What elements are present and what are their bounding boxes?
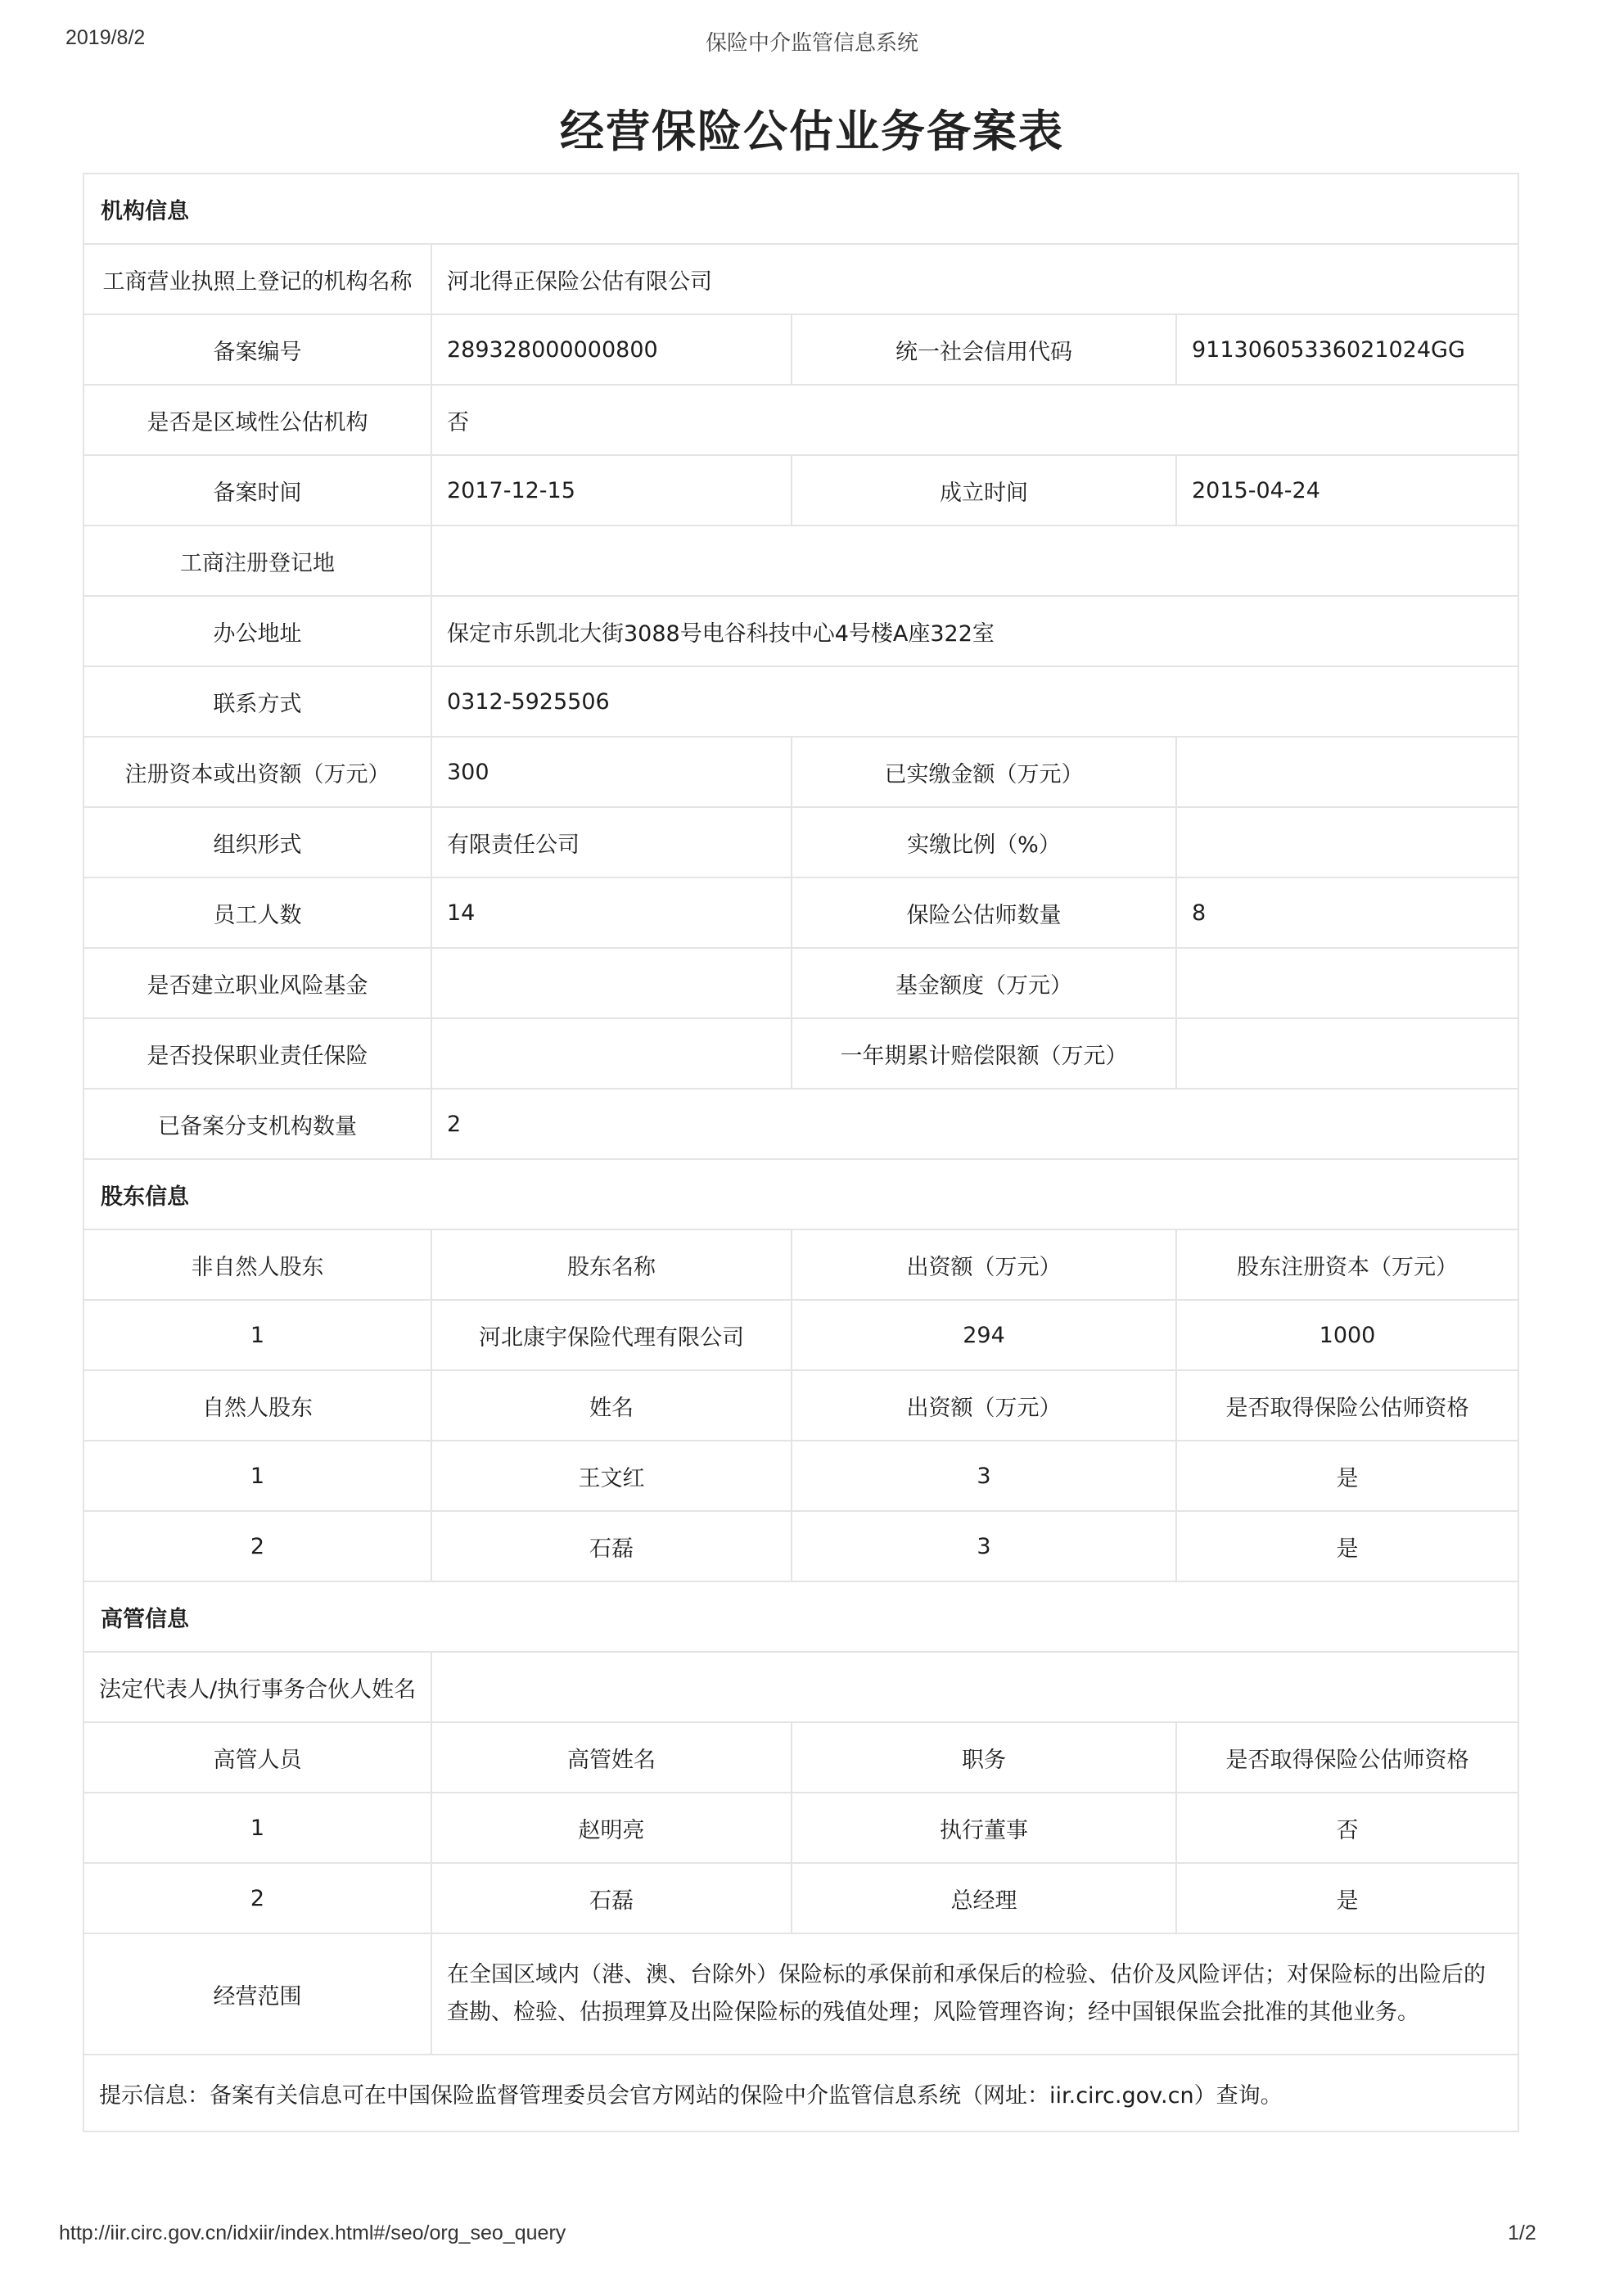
paid-value bbox=[1176, 737, 1518, 807]
table-header-row bbox=[83, 1722, 1518, 1793]
table-row bbox=[83, 1300, 1518, 1370]
table-cell: 石磊 bbox=[431, 1511, 792, 1581]
column-header: 是否取得保险公估师资格 bbox=[1176, 1722, 1518, 1793]
office-label: 办公地址 bbox=[83, 596, 431, 666]
column-header: 姓名 bbox=[431, 1370, 792, 1441]
filing-no-value: 289328000000800 bbox=[431, 314, 792, 385]
table-row bbox=[83, 1089, 1518, 1159]
form-value: 有限责任公司 bbox=[431, 807, 792, 877]
table-header-row bbox=[83, 1229, 1518, 1300]
table-row bbox=[83, 244, 1518, 314]
page-title: 经营保险公估业务备案表 bbox=[560, 106, 1064, 157]
table-row bbox=[83, 1652, 1518, 1722]
reg-place-label: 工商注册登记地 bbox=[83, 526, 431, 596]
credit-code-value: 91130605336021024GG bbox=[1176, 314, 1518, 385]
contact-value: 0312-5925506 bbox=[431, 666, 1518, 737]
reg-place-value bbox=[431, 526, 1518, 596]
table-row bbox=[83, 2055, 1518, 2131]
paid-ratio-label: 实缴比例（%） bbox=[792, 807, 1176, 877]
table-row bbox=[83, 1933, 1518, 2055]
section-row bbox=[83, 1581, 1518, 1652]
table-row bbox=[83, 1018, 1518, 1089]
column-header: 股东名称 bbox=[431, 1229, 792, 1300]
table-cell: 2 bbox=[83, 1511, 431, 1581]
filing-no-label: 备案编号 bbox=[83, 314, 431, 385]
scope-value: 在全国区域内（港、澳、台除外）保险标的承保前和承保后的检验、估价及风险评估；对保险标的出险后的查勘、检验、估损理算及出险保险标的残值处理；风险管理咨询；经中国银保监会批准的其他业务。 bbox=[431, 1933, 1518, 2055]
staff-label: 员工人数 bbox=[83, 877, 431, 948]
table-cell: 否 bbox=[1176, 1793, 1518, 1863]
section-shareholders-title: 股东信息 bbox=[83, 1159, 1518, 1229]
table-cell: 3 bbox=[792, 1511, 1176, 1581]
adjusters-label: 保险公估师数量 bbox=[792, 877, 1176, 948]
column-header: 高管姓名 bbox=[431, 1722, 792, 1793]
regional-value: 否 bbox=[431, 385, 1518, 455]
table-cell: 是 bbox=[1176, 1441, 1518, 1511]
adjusters-value: 8 bbox=[1176, 877, 1518, 948]
table-cell: 石磊 bbox=[431, 1863, 792, 1933]
table-cell: 王文红 bbox=[431, 1441, 792, 1511]
column-header: 出资额（万元） bbox=[792, 1370, 1176, 1441]
table-row bbox=[83, 596, 1518, 666]
column-header: 是否取得保险公估师资格 bbox=[1176, 1370, 1518, 1441]
table-row bbox=[83, 1511, 1518, 1581]
staff-value: 14 bbox=[431, 877, 792, 948]
fund-amount-label: 基金额度（万元） bbox=[792, 948, 1176, 1018]
notice-text: 提示信息：备案有关信息可在中国保险监督管理委员会官方网站的保险中介监管信息系统（网址：iir.circ.gov.cn）查询。 bbox=[83, 2055, 1518, 2131]
print-date: 2019/8/2 bbox=[65, 26, 146, 49]
paid-ratio-value bbox=[1176, 807, 1518, 877]
fund-value bbox=[431, 948, 792, 1018]
table-cell: 是 bbox=[1176, 1863, 1518, 1933]
table-row bbox=[83, 948, 1518, 1018]
founded-label: 成立时间 bbox=[792, 455, 1176, 526]
branches-value: 2 bbox=[431, 1089, 1518, 1159]
annual-limit-value bbox=[1176, 1018, 1518, 1089]
column-header: 自然人股东 bbox=[83, 1370, 431, 1441]
contact-label: 联系方式 bbox=[83, 666, 431, 737]
page-number: 1/2 bbox=[1508, 2222, 1536, 2244]
table-row bbox=[83, 666, 1518, 737]
fund-label: 是否建立职业风险基金 bbox=[83, 948, 431, 1018]
column-header: 股东注册资本（万元） bbox=[1176, 1229, 1518, 1300]
column-header: 出资额（万元） bbox=[792, 1229, 1176, 1300]
table-cell: 河北康宇保险代理有限公司 bbox=[431, 1300, 792, 1370]
liability-value bbox=[431, 1018, 792, 1089]
table-row bbox=[83, 807, 1518, 877]
table-row bbox=[83, 314, 1518, 385]
table-cell: 294 bbox=[792, 1300, 1176, 1370]
capital-label: 注册资本或出资额（万元） bbox=[83, 737, 431, 807]
table-cell: 2 bbox=[83, 1863, 431, 1933]
section-executives-title: 高管信息 bbox=[83, 1581, 1518, 1652]
table-row bbox=[83, 455, 1518, 526]
table-cell: 1000 bbox=[1176, 1300, 1518, 1370]
table-cell: 1 bbox=[83, 1300, 431, 1370]
table-cell: 3 bbox=[792, 1441, 1176, 1511]
table-header-row bbox=[83, 1370, 1518, 1441]
footer-url: http://iir.circ.gov.cn/idxiir/index.html#/seo/org_seo_query bbox=[59, 2222, 566, 2244]
table-row bbox=[83, 737, 1518, 807]
system-name: 保险中介监管信息系统 bbox=[705, 31, 918, 56]
section-org-title: 机构信息 bbox=[83, 174, 1518, 244]
section-row bbox=[83, 174, 1518, 244]
table-row bbox=[83, 1441, 1518, 1511]
table-cell: 执行董事 bbox=[792, 1793, 1176, 1863]
form-label: 组织形式 bbox=[83, 807, 431, 877]
paid-label: 已实缴金额（万元） bbox=[792, 737, 1176, 807]
founded-value: 2015-04-24 bbox=[1176, 455, 1518, 526]
section-row bbox=[83, 1159, 1518, 1229]
table-cell: 1 bbox=[83, 1441, 431, 1511]
annual-limit-label: 一年期累计赔偿限额（万元） bbox=[792, 1018, 1176, 1089]
branches-label: 已备案分支机构数量 bbox=[83, 1089, 431, 1159]
capital-value: 300 bbox=[431, 737, 792, 807]
table-row bbox=[83, 385, 1518, 455]
office-value: 保定市乐凯北大街3088号电谷科技中心4号楼A座322室 bbox=[431, 596, 1518, 666]
liability-label: 是否投保职业责任保险 bbox=[83, 1018, 431, 1089]
filing-time-value: 2017-12-15 bbox=[431, 455, 792, 526]
regional-label: 是否是区域性公估机构 bbox=[83, 385, 431, 455]
filing-time-label: 备案时间 bbox=[83, 455, 431, 526]
table-cell: 赵明亮 bbox=[431, 1793, 792, 1863]
table-row bbox=[83, 877, 1518, 948]
org-name-value: 河北得正保险公估有限公司 bbox=[431, 244, 1518, 314]
column-header: 高管人员 bbox=[83, 1722, 431, 1793]
fund-amount-value bbox=[1176, 948, 1518, 1018]
legal-rep-label: 法定代表人/执行事务合伙人姓名 bbox=[83, 1652, 431, 1722]
table-cell: 1 bbox=[83, 1793, 431, 1863]
scope-label: 经营范围 bbox=[83, 1933, 431, 2055]
table-cell: 是 bbox=[1176, 1511, 1518, 1581]
filing-form bbox=[83, 173, 1518, 2132]
filing-table bbox=[83, 173, 1519, 2132]
legal-rep-value bbox=[431, 1652, 1518, 1722]
credit-code-label: 统一社会信用代码 bbox=[792, 314, 1176, 385]
column-header: 非自然人股东 bbox=[83, 1229, 431, 1300]
table-cell: 总经理 bbox=[792, 1863, 1176, 1933]
table-row bbox=[83, 1793, 1518, 1863]
column-header: 职务 bbox=[792, 1722, 1176, 1793]
table-row bbox=[83, 1863, 1518, 1933]
table-row bbox=[83, 526, 1518, 596]
org-name-label: 工商营业执照上登记的机构名称 bbox=[83, 244, 431, 314]
